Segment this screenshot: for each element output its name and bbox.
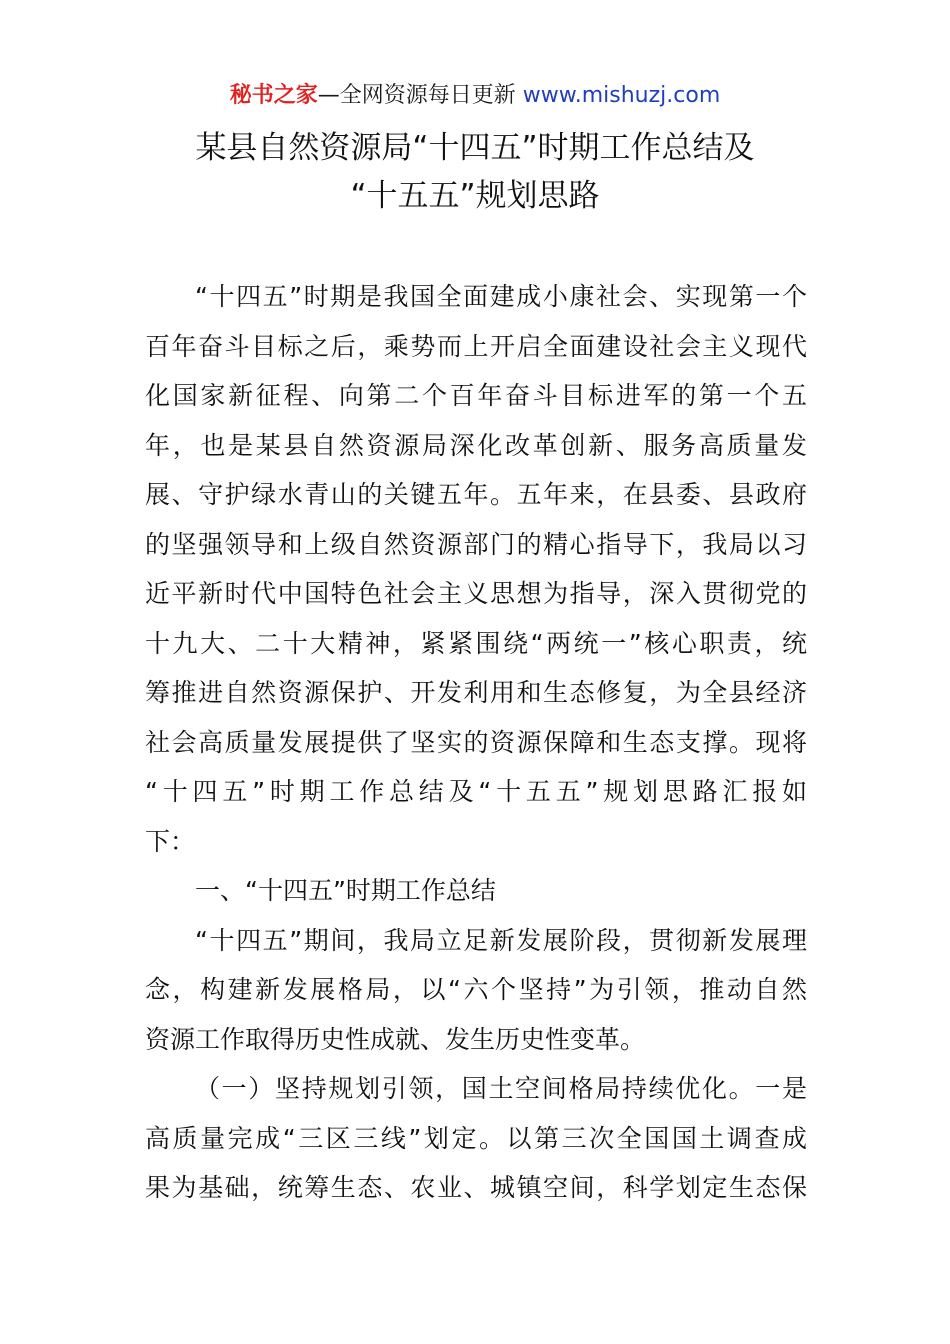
paragraph-line: 百年奋斗目标之后，乘势而上开启全面建设社会主义现代 <box>145 331 807 361</box>
paragraph-line: “十四五”时期是我国全面建成小康社会、实现第一个 <box>195 282 807 311</box>
document-title-line-2: “十五五”规划思路 <box>350 178 600 214</box>
brand-name: 秘书之家 <box>229 83 318 108</box>
paragraph-line: 果为基础，统筹生态、农业、城镇空间，科学划定生态保 <box>145 1173 807 1202</box>
header-tagline: —全网资源每日更新 <box>317 83 523 108</box>
paragraph-line: 展、守护绿水青山的关键五年。五年来，在县委、县政府 <box>145 480 807 509</box>
site-header <box>0 80 950 112</box>
paragraph-line: “十四五”期间，我局立足新发展阶段，贯彻新发展理 <box>195 925 807 955</box>
paragraph-line: “十四五”时期工作总结及“十五五”规划思路汇报如 <box>145 777 807 806</box>
document-title-line-1: 某县自然资源局“十四五”时期工作总结及 <box>195 130 755 166</box>
paragraph-line: 的坚强领导和上级自然资源部门的精心指导下，我局以习 <box>145 529 807 559</box>
paragraph-line: 化国家新征程、向第二个百年奋斗目标进军的第一个五 <box>145 381 807 410</box>
paragraph-line: 十九大、二十大精神，紧紧围绕“两统一”核心职责，统 <box>145 628 807 658</box>
document-body <box>145 272 807 1213</box>
subsection-line: （一）坚持规划引领，国土空间格局持续优化。一是 <box>195 1074 807 1103</box>
section-heading: 一、“十四五”时期工作总结 <box>195 876 496 905</box>
paragraph-line: 资源工作取得历史性成就、发生历史性变革。 <box>145 1024 646 1054</box>
paragraph-line: 年，也是某县自然资源局深化改革创新、服务高质量发 <box>145 430 807 460</box>
paragraph-line: 筹推进自然资源保护、开发利用和生态修复，为全县经济 <box>145 678 807 707</box>
paragraph-line: 社会高质量发展提供了坚实的资源保障和生态支撑。现将 <box>145 727 807 757</box>
paragraph-line: 近平新时代中国特色社会主义思想为指导，深入贯彻党的 <box>145 579 807 608</box>
paragraph-line: 念，构建新发展格局，以“六个坚持”为引领，推动自然 <box>145 975 807 1004</box>
paragraph-line: 高质量完成“三区三线”划定。以第三次全国国土调查成 <box>145 1123 807 1153</box>
paragraph-line: 下： <box>145 826 196 856</box>
site-url[interactable]: www.mishuzj.com <box>522 83 721 108</box>
